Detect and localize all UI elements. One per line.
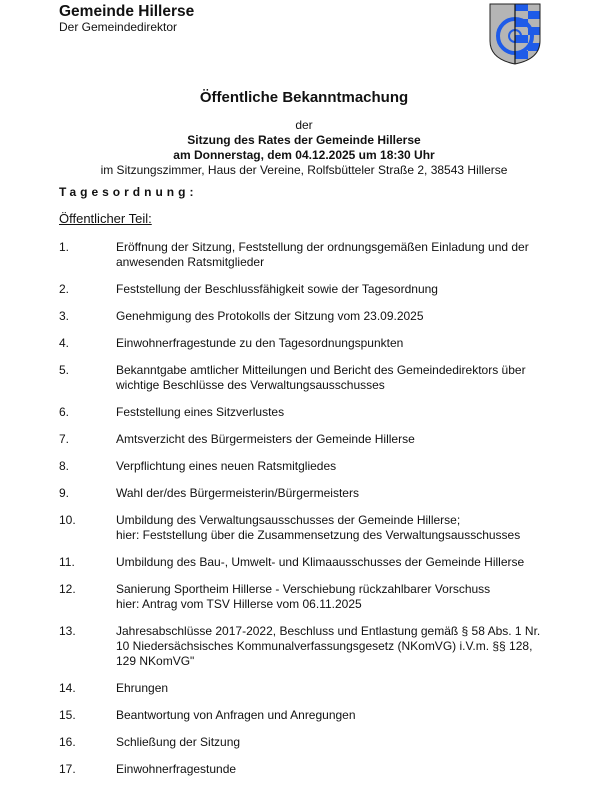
meeting-name: Sitzung des Rates der Gemeinde Hillerse — [187, 133, 421, 147]
agenda-item — [59, 555, 559, 570]
agenda-item-text: Ehrungen — [116, 681, 169, 695]
agenda-item-text: Eröffnung der Sitzung, Feststellung der ordnungsgemäßen Einladung und der anwesenden Ratsmitglieder — [116, 240, 529, 269]
agenda-heading: Tagesordnung: — [59, 185, 198, 199]
agenda-item — [59, 336, 559, 351]
agenda-item — [59, 735, 559, 750]
agenda-item — [59, 762, 559, 777]
agenda-item — [59, 708, 559, 723]
agenda-item — [59, 624, 559, 669]
office-name: Der Gemeindedirektor — [59, 20, 178, 34]
agenda-item-number: 8. — [59, 459, 70, 473]
agenda-item-text: Umbildung des Bau-, Umwelt- und Klimaausschusses der Gemeinde Hillerse — [116, 555, 525, 569]
agenda-item-text: Feststellung der Beschlussfähigkeit sowie der Tagesordnung — [116, 282, 438, 296]
agenda-item — [59, 405, 559, 420]
agenda-item-text: Wahl der/des Bürgermeisterin/Bürgermeisters — [116, 486, 359, 500]
agenda-item — [59, 486, 559, 501]
agenda-item — [59, 282, 559, 297]
agenda-item-number: 14. — [59, 681, 76, 695]
agenda-item-text: Bekanntgabe amtlicher Mitteilungen und Bericht des Gemeindedirektors über wichtige Beschlüsse des Verwaltungsausschusses — [116, 363, 526, 392]
agenda-item-text: Sanierung Sportheim Hillerse - Verschiebung rückzahlbarer Vorschuss hier: Antrag vom TSV Hillerse vom 06.11.2025 — [116, 582, 491, 611]
agenda-list — [59, 240, 559, 789]
agenda-item — [59, 681, 559, 696]
agenda-item-number: 12. — [59, 582, 76, 596]
agenda-item-text: Beantwortung von Anfragen und Anregungen — [116, 708, 356, 722]
agenda-item — [59, 363, 559, 393]
agenda-item — [59, 432, 559, 447]
municipality-name: Gemeinde Hillerse — [59, 3, 195, 20]
agenda-item-text: Jahresabschlüsse 2017-2022, Beschluss und Entlastung gemäß § 58 Abs. 1 Nr. 10 Niedersächsisches Kommunalverfassungsgesetz (NKomVG) i.V.m. §§ 128, 129 NKomVG" — [116, 624, 541, 668]
agenda-item-text: Verpflichtung eines neuen Ratsmitgliedes — [116, 459, 337, 473]
agenda-item-text: Genehmigung des Protokolls der Sitzung vom 23.09.2025 — [116, 309, 424, 323]
agenda-item-number: 9. — [59, 486, 70, 500]
agenda-item-text: Schließung der Sitzung — [116, 735, 241, 749]
agenda-item-number: 13. — [59, 624, 76, 638]
agenda-item-number: 17. — [59, 762, 76, 776]
agenda-item-number: 3. — [59, 309, 70, 323]
section-heading: Öffentlicher Teil: — [59, 211, 152, 226]
agenda-item-text: Einwohnerfragestunde — [116, 762, 237, 776]
agenda-item-number: 6. — [59, 405, 70, 419]
agenda-item-number: 1. — [59, 240, 70, 254]
agenda-item — [59, 309, 559, 324]
agenda-item-number: 15. — [59, 708, 76, 722]
agenda-item — [59, 582, 559, 612]
agenda-item — [59, 459, 559, 474]
agenda-item-text: Umbildung des Verwaltungsausschusses der Gemeinde Hillerse; hier: Feststellung über die Zusammensetzung des Verwaltungsausschusses — [116, 513, 521, 542]
page-title: Öffentliche Bekanntmachung — [199, 89, 409, 106]
agenda-item-number: 7. — [59, 432, 70, 446]
meeting-location: im Sitzungszimmer, Haus der Vereine, Rolfsbütteler Straße 2, 38543 Hillerse — [100, 163, 508, 177]
agenda-item-number: 5. — [59, 363, 70, 377]
agenda-item-number: 16. — [59, 735, 76, 749]
subtitle-der: der — [295, 118, 313, 132]
agenda-item — [59, 240, 559, 270]
agenda-item-number: 11. — [59, 555, 75, 569]
agenda-item-number: 4. — [59, 336, 70, 350]
agenda-item-text: Amtsverzicht des Bürgermeisters der Gemeinde Hillerse — [116, 432, 415, 446]
agenda-item-number: 2. — [59, 282, 70, 296]
coat-of-arms-icon — [489, 3, 541, 65]
agenda-item — [59, 513, 559, 543]
meeting-date: am Donnerstag, dem 04.12.2025 um 18:30 Uhr — [173, 148, 435, 162]
agenda-item-text: Einwohnerfragestunde zu den Tagesordnungspunkten — [116, 336, 404, 350]
agenda-item-text: Feststellung eines Sitzverlustes — [116, 405, 285, 419]
agenda-item-number: 10. — [59, 513, 76, 527]
